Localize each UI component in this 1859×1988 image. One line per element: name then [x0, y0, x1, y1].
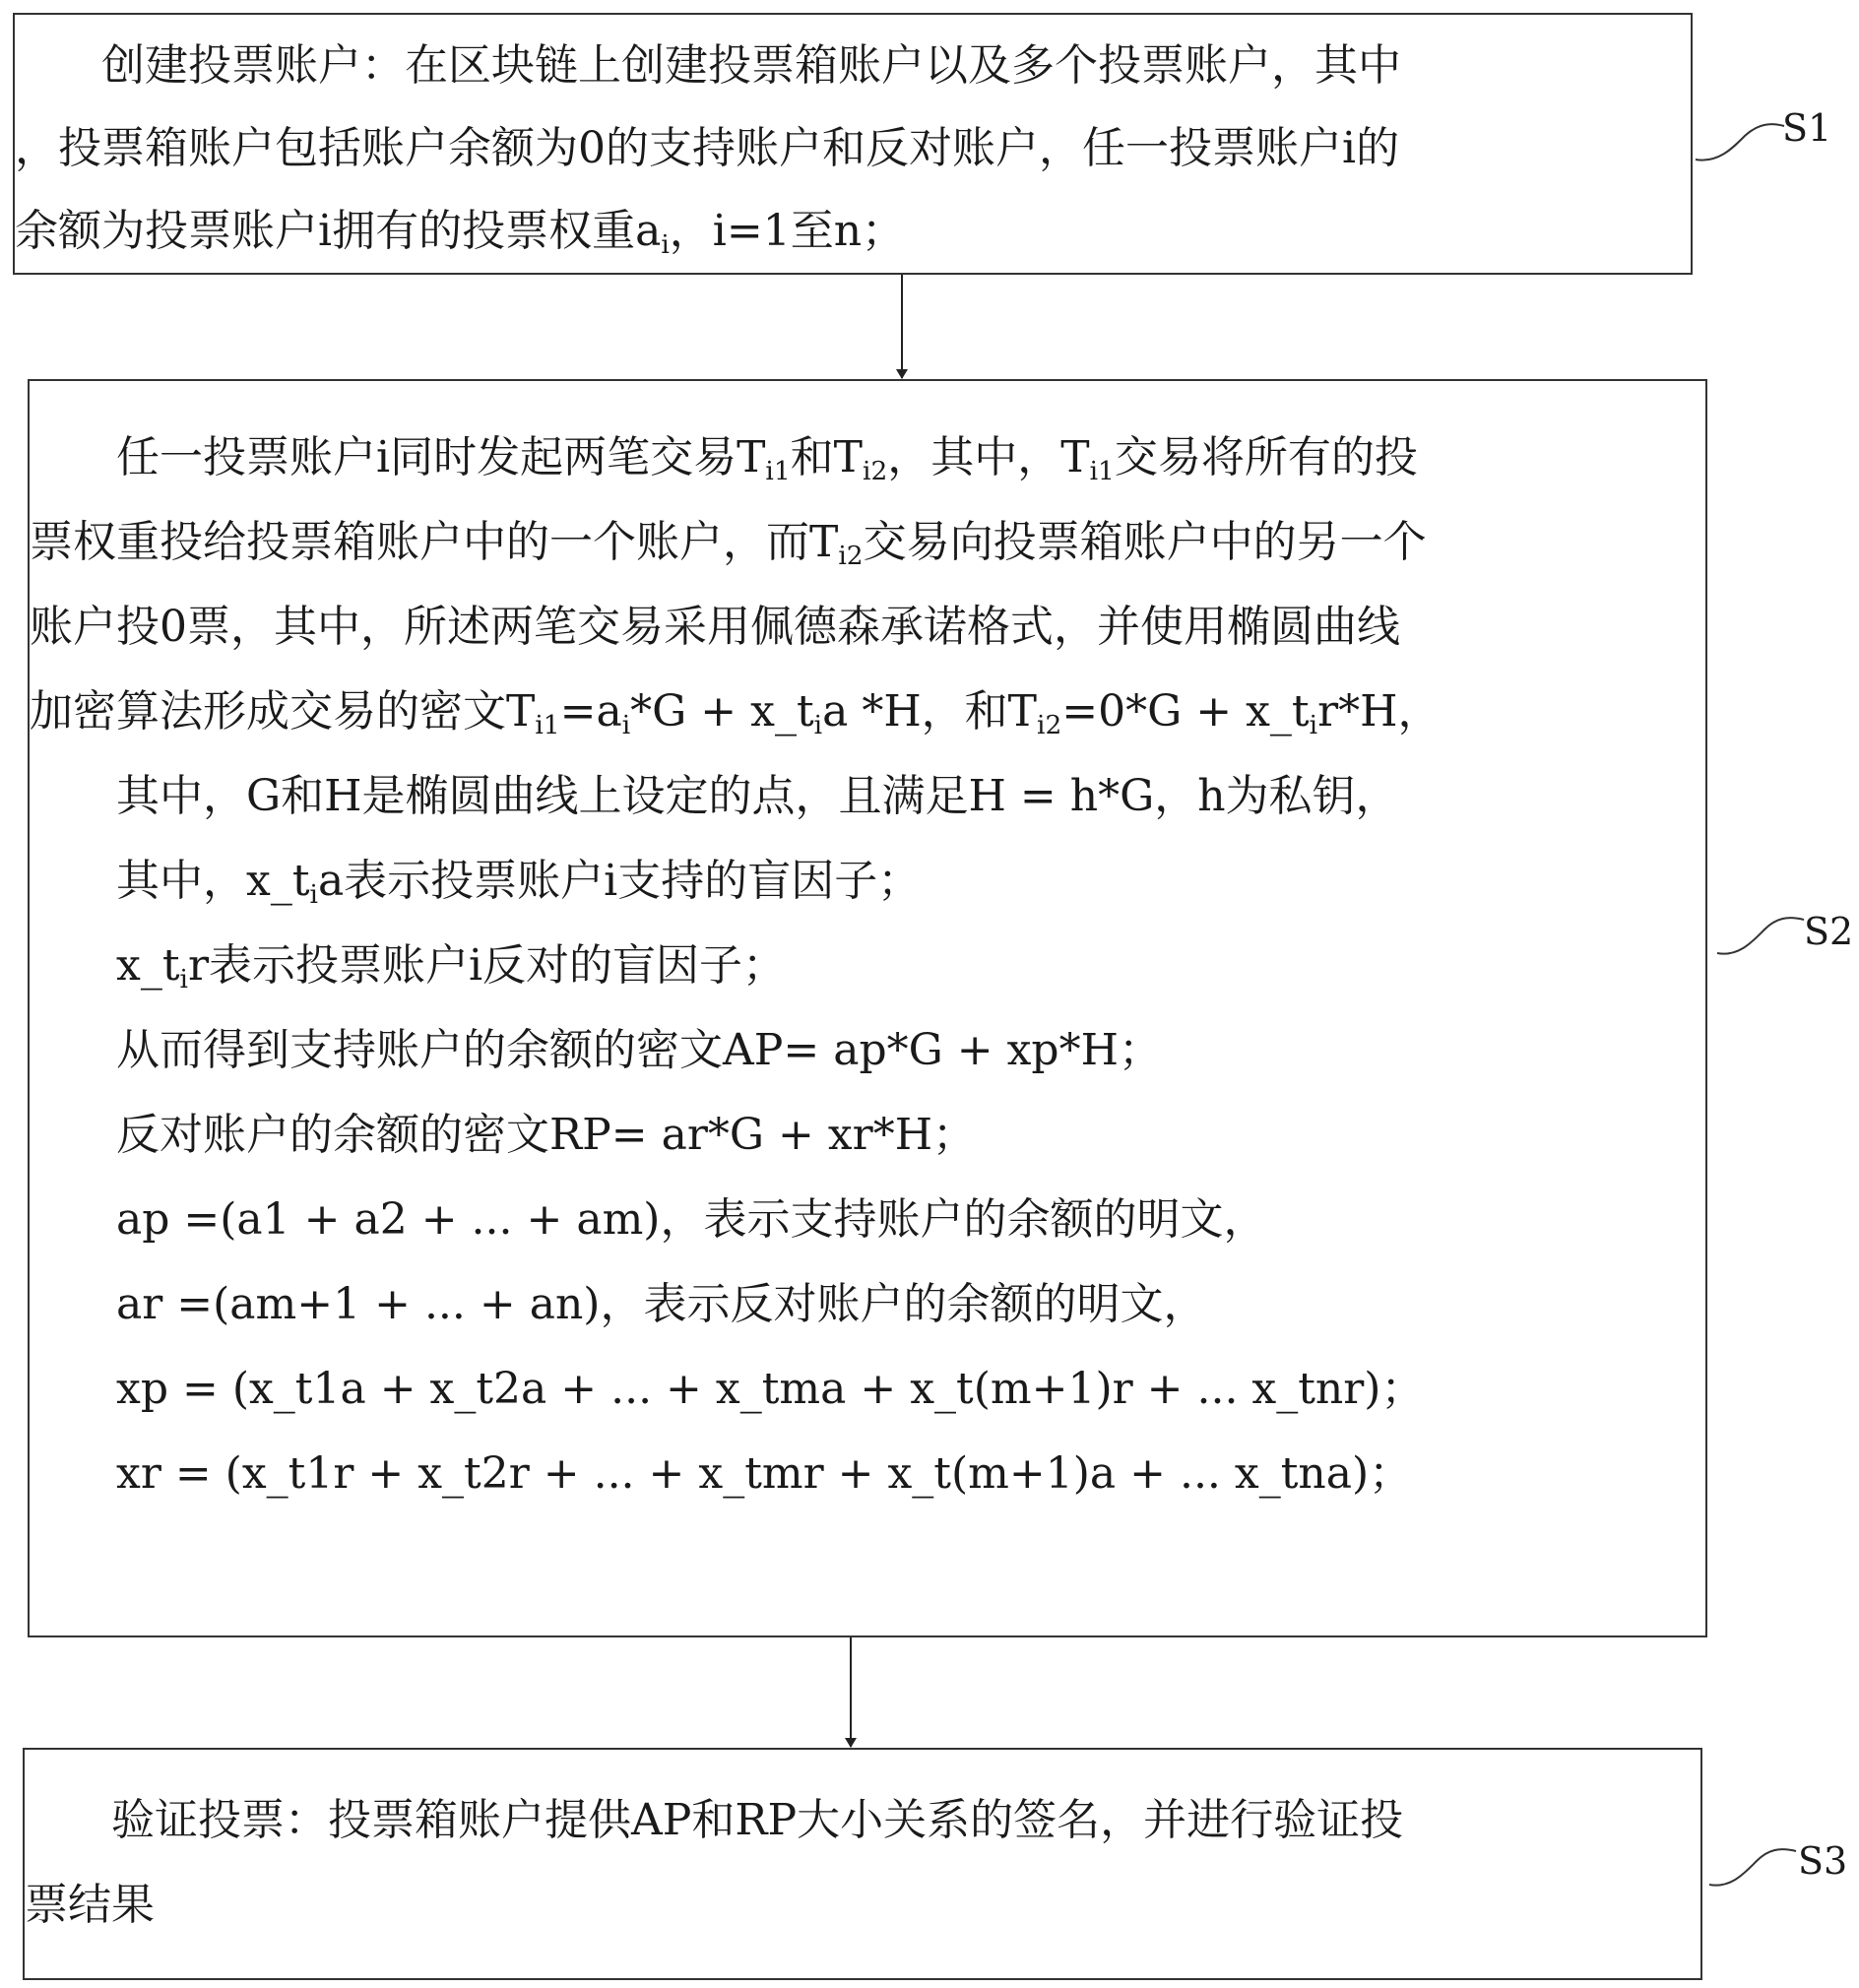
s2-line-10: ap =(a1 + a2 + ... + am)，表示支持账户的余额的明文， — [30, 1194, 1267, 1245]
s2-line-11: ar =(am+1 + ... + an)，表示反对账户的余额的明文， — [30, 1279, 1207, 1329]
s1-line-1: 创建投票账户：在区块链上创建投票箱账户以及多个投票账户，其中 — [15, 40, 1401, 91]
s2-line-1: 任一投票账户i同时发起两笔交易$T_{i1}$和$T_{i2}$，其中，$T_{i1}$交易将所有的投 — [30, 432, 1418, 486]
leader-s1 — [1696, 124, 1784, 160]
s2-line-6: 其中，$x\_t_ia$表示投票账户i支持的盲因子； — [30, 856, 922, 910]
leader-s2 — [1717, 918, 1804, 953]
s2-line-5: 其中，G和H是椭圆曲线上设定的点，且满足H = h*G，h为私钥， — [30, 771, 1399, 821]
s2-line-13: xr = (x_t1r + x_t2r + ... + x_tmr + x_t(m+1)a + ... x_tna)； — [30, 1448, 1413, 1499]
s2-line-3: 账户投0票，其中，所述两笔交易采用佩德森承诺格式，并使用椭圆曲线 — [30, 602, 1400, 652]
s2-line-9: 反对账户的余额的密文RP= ar*G + xr*H； — [30, 1110, 977, 1160]
s2-line-2: 票权重投给投票箱账户中的一个账户，而$T_{i2}$交易向投票箱账户中的另一个 — [30, 517, 1427, 571]
s2-line-4: 加密算法形成交易的密文$T_{i1}=a_i*G$ + $x\_t_ia$ *H，和$T_{i2}=0*G$ + $x\_t_ir*H$， — [30, 686, 1442, 740]
s2-line-8: 从而得到支持账户的余额的密文AP= ap*G + xp*H； — [30, 1025, 1162, 1075]
leader-s3 — [1709, 1849, 1796, 1885]
s3-line-1: 验证投票：投票箱账户提供AP和RP大小关系的签名，并进行验证投 — [25, 1795, 1404, 1845]
s3-line-2: 票结果 — [25, 1880, 155, 1930]
s1-line-3: 余额为投票账户i拥有的投票权重$a_i$，i=1至n； — [15, 206, 906, 260]
step-label-s3: S3 — [1798, 1839, 1848, 1883]
step-label-s2: S2 — [1804, 910, 1854, 953]
s1-line-2: ，投票箱账户包括账户余额为0的支持账户和反对账户，任一投票账户i的 — [15, 123, 1400, 173]
s2-line-7: $x\_t_ir$表示投票账户i反对的盲因子； — [30, 940, 787, 994]
s2-line-12: xp = (x_t1a + x_t2a + ... + x_tma + x_t(m+1)r + ... x_tnr)； — [30, 1364, 1425, 1414]
step-label-s1: S1 — [1782, 106, 1832, 150]
